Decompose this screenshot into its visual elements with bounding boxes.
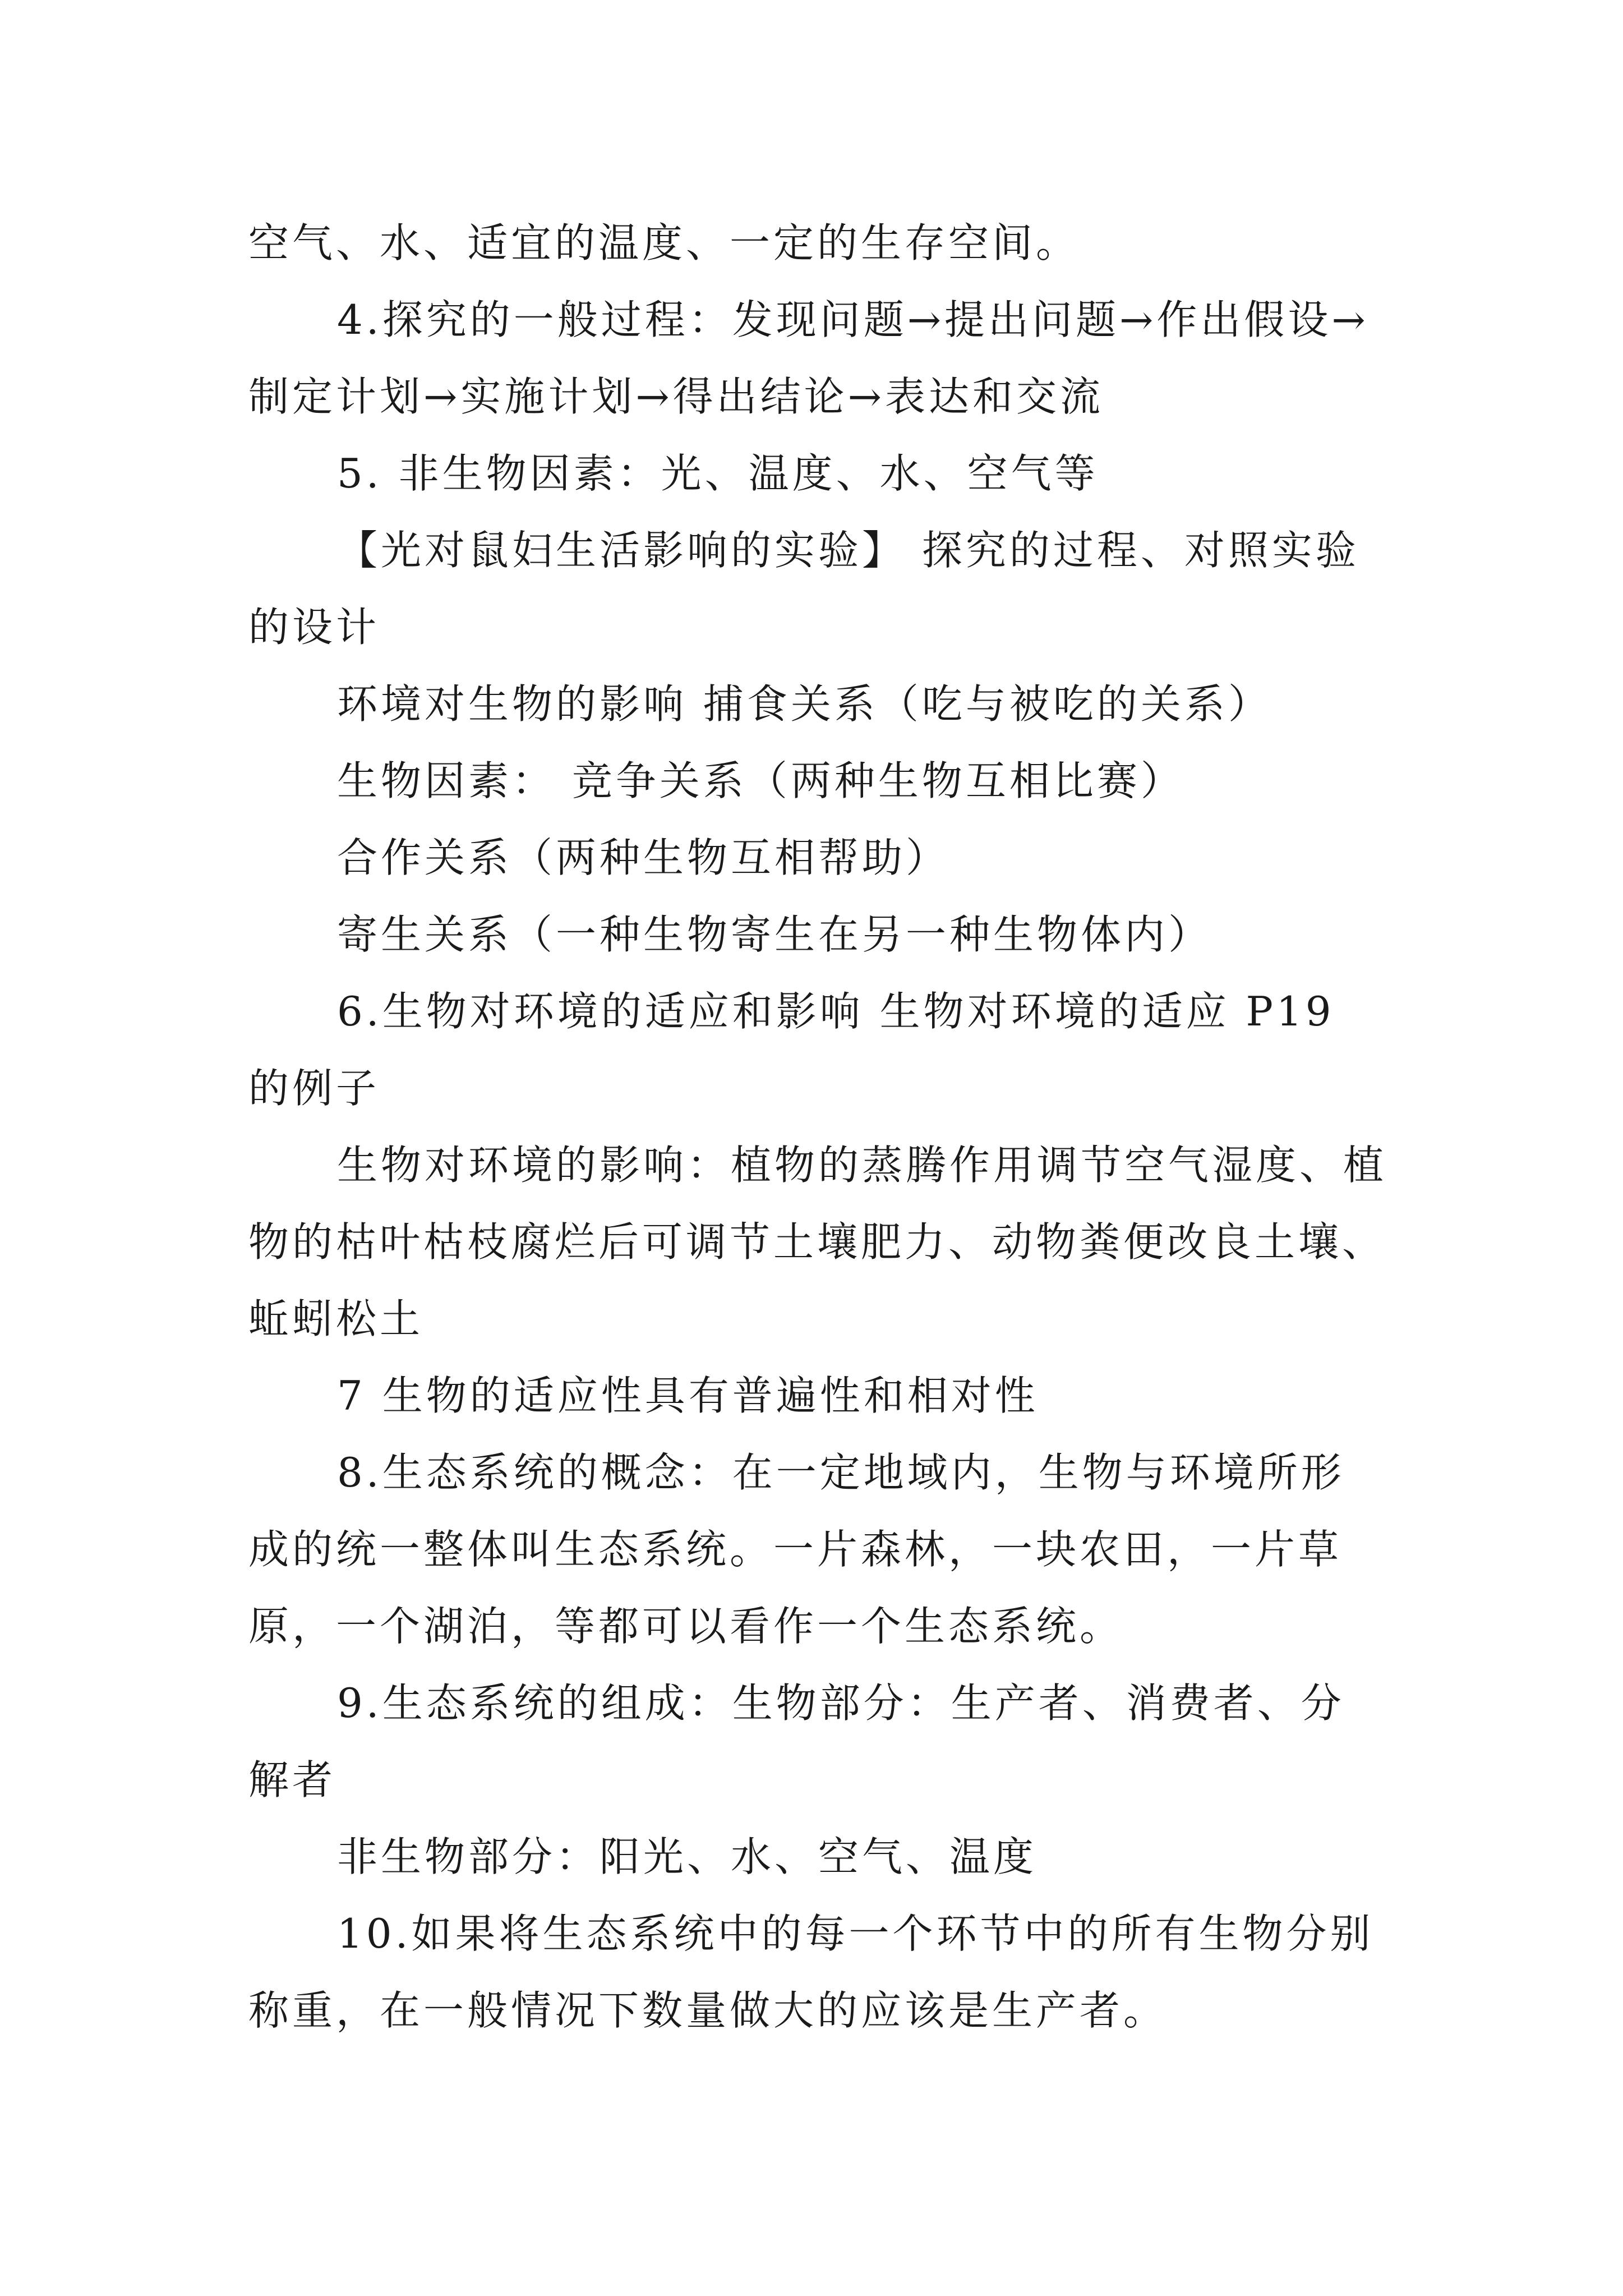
paragraph-3: 5. 非生物因素：光、温度、水、空气等	[337, 450, 1099, 497]
paragraph-9: 6.生物对环境的适应和影响 生物对环境的适应 P19 的例子	[248, 988, 1335, 1112]
paragraph-15: 10.如果将生态系统中的每一个环节中的所有生物分别称重，在一般情况下数量做大的应该是生产者。	[248, 1910, 1374, 2034]
paragraph-14: 非生物部分：阳光、水、空气、温度	[337, 1833, 1038, 1880]
document-body	[248, 205, 1387, 2049]
paragraph-11: 7 生物的适应性具有普遍性和相对性	[337, 1372, 1039, 1419]
paragraph-8: 寄生关系（一种生物寄生在另一种生物体内）	[337, 911, 1212, 958]
paragraph-10: 生物对环境的影响：植物的蒸腾作用调节空气湿度、植物的枯叶枯枝腐烂后可调节土壤肥力、动物粪便改良土壤、蚯蚓松土	[248, 1142, 1387, 1342]
paragraph-5: 环境对生物的影响 捕食关系（吃与被吃的关系）	[337, 680, 1272, 728]
paragraph-13: 9.生态系统的组成：生物部分：生产者、消费者、分解者	[248, 1680, 1345, 1803]
paragraph-1: 空气、水、适宜的温度、一定的生存空间。	[248, 219, 1080, 266]
paragraph-4: 【光对鼠妇生活影响的实验】 探究的过程、对照实验的设计	[248, 527, 1359, 651]
paragraph-2: 4.探究的一般过程：发现问题→提出问题→作出假设→制定计划→实施计划→得出结论→表达和交流	[248, 296, 1369, 420]
paragraph-7: 合作关系（两种生物互相帮助）	[337, 834, 950, 881]
paragraph-6: 生物因素： 竞争关系（两种生物互相比赛）	[337, 757, 1184, 804]
paragraph-12: 8.生态系统的概念：在一定地域内，生物与环境所形成的统一整体叫生态系统。一片森林，一块农田，一片草原，一个湖泊，等都可以看作一个生态系统。	[248, 1449, 1345, 1650]
